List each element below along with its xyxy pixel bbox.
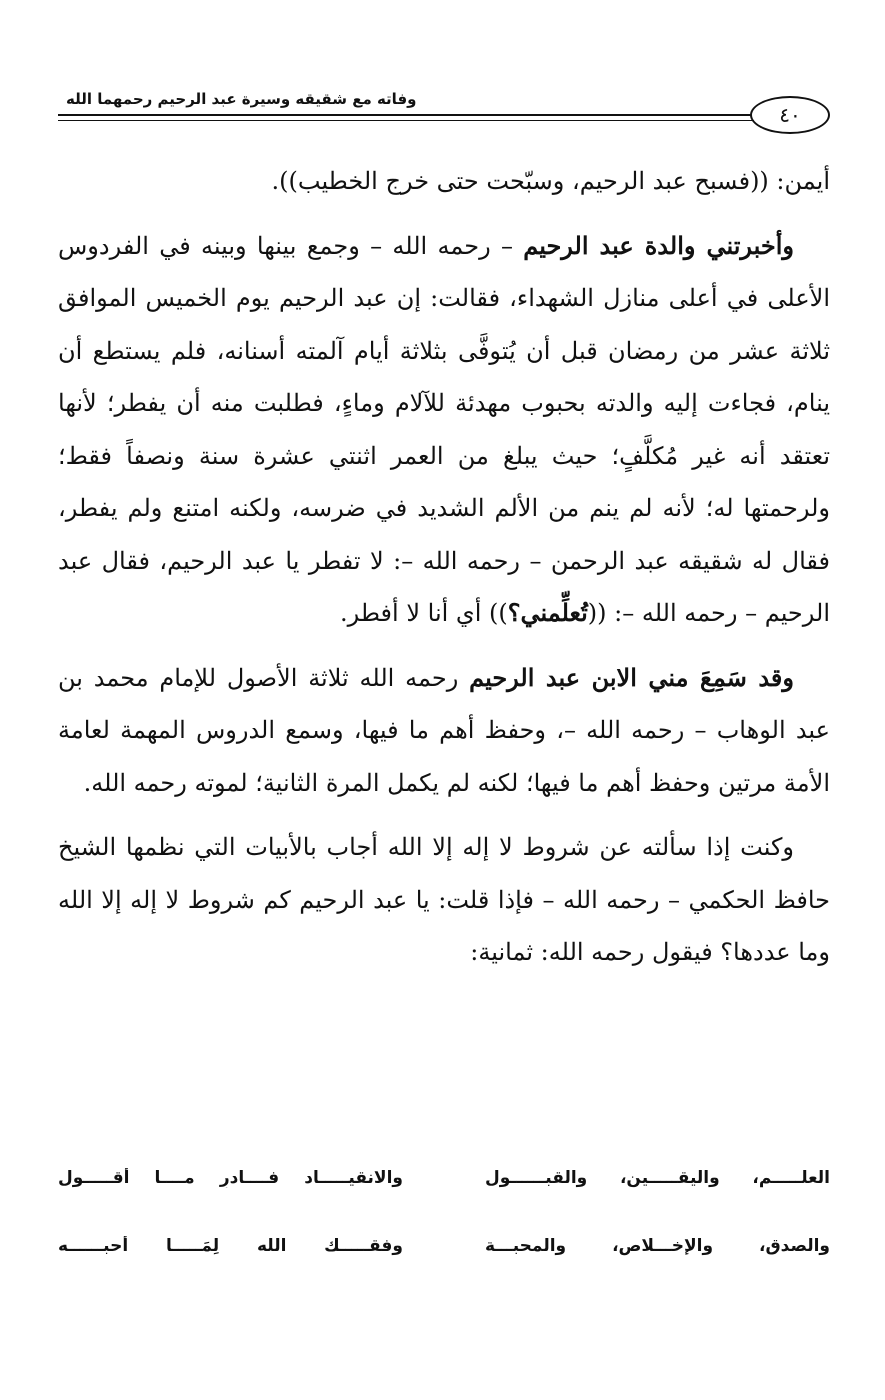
poem-second-hemistich: والانقيـــــاد فــــادرِ مــــا أقـــــول xyxy=(58,1168,403,1188)
header-rule-thin xyxy=(58,120,754,121)
poem-first-hemistich: والصدق، والإخـــلاص، والمحبـــة xyxy=(485,1236,830,1256)
paragraph-lead: وقد سَمِعَ مني الابن عبد الرحيم xyxy=(469,662,794,692)
poem-second-hemistich: وفقـــــك الله لِمَـــــا أحبــــــه xyxy=(58,1236,403,1256)
page-number xyxy=(750,96,830,134)
header-rule xyxy=(58,114,752,116)
page-header xyxy=(58,84,830,144)
paragraph-text: وكنت إذا سألته عن شروط لا إله إلا الله أجاب بالأبيات التي نظمها الشيخ حافظ الحكمي – رحمه الله – فإذا قلت: يا عبد الرحيم كم شروط لا إله إلا الله وما عددها؟ فيقول رحمه الله: ثمانية: xyxy=(58,833,830,966)
paragraph-3 xyxy=(58,652,830,810)
body-text xyxy=(58,155,830,979)
paragraph-2 xyxy=(58,220,830,640)
running-title: وفاته مع شقيقه وسيرة عبد الرحيم رحمهما الله xyxy=(66,90,417,108)
paragraph-end: )) أي أنا لا أفطر. xyxy=(339,599,508,627)
paragraph-text: – رحمه الله – وجمع بينها وبينه في الفردوس الأعلى في أعلى منازل الشهداء، فقالت: إن عبد الرحيم يوم الخميس الموافق ثلاثة عشر من رمضان قبل أن يُتوفَّى بثلاثة أيام آلمته أسنانه، فلم يستطع أن ينام، فجاءت إليه والدته بحبوب مهدئة للآلام وماءٍ، فطلبت منه أن يفطر؛ لأنها تعتقد أنه غير مُكلَّفٍ؛ حيث يبلغ من العمر اثنتي عشرة سنة ونصفاً فقط؛ ولرحمتها له؛ لأنه لم ينم من الألم الشديد في ضرسه، ولكنه امتنع ولم يفطر، فقال له شقيقه عبد الرحمن – رحمه الله –: لا تفطر يا عبد الرحيم، فقال عبد الرحيم – رحمه الله –: (( xyxy=(58,231,830,627)
poem xyxy=(58,1156,830,1292)
poem-first-hemistich: العلـــــم، واليقـــــين، والقبــــــول xyxy=(485,1168,830,1188)
paragraph-4 xyxy=(58,821,830,979)
paragraph-1 xyxy=(58,155,830,208)
paragraph-text: رحمه الله ثلاثة الأصول للإمام محمد بن عبد الوهاب – رحمه الله –، وحفظ أهم ما فيها، وسمع الدروس المهمة لعامة الأمة مرتين وحفظ أهم ما فيها؛ لكنه لم يكمل المرة الثانية؛ لموته رحمه الله. xyxy=(58,663,830,797)
page-number-text: ٤٠ xyxy=(779,103,801,127)
poem-verse xyxy=(58,1224,830,1268)
paragraph-text: أيمن: ((فسبح عبد الرحيم، وسبّحت حتى خرج الخطيب)). xyxy=(271,167,830,195)
paragraph-emphasis: تُعلِّمني؟ xyxy=(507,598,588,627)
paragraph-lead: وأخبرتني والدة عبد الرحيم xyxy=(523,230,794,260)
poem-verse xyxy=(58,1156,830,1200)
